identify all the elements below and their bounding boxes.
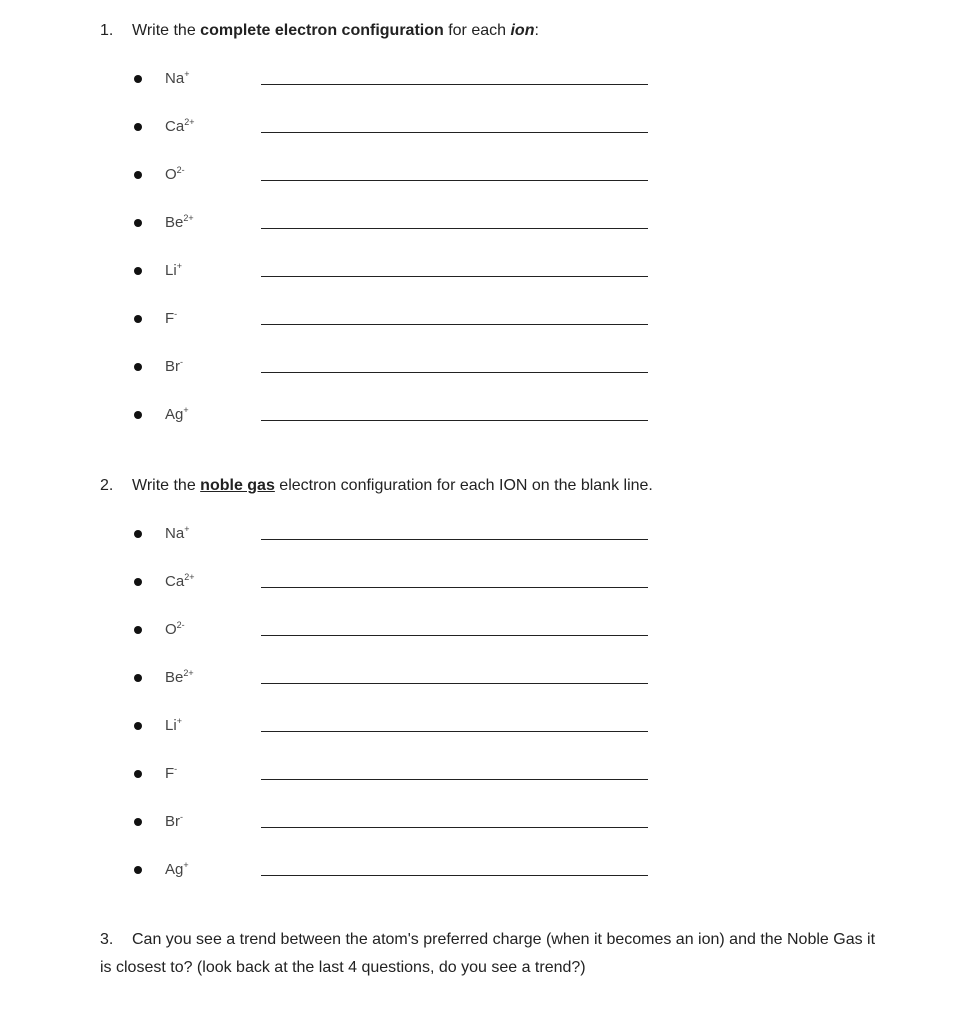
ion-charge: + [176, 716, 182, 726]
ion-label [165, 810, 183, 834]
ion-label [165, 858, 189, 882]
ion-row [0, 570, 976, 594]
bullet-icon [134, 411, 142, 419]
ion-symbol: Li [165, 262, 177, 279]
ion-charge: 2- [176, 165, 185, 175]
answer-blank-line[interactable] [261, 827, 648, 828]
ion-symbol: O [165, 621, 177, 638]
ion-label [165, 355, 183, 379]
answer-blank-line[interactable] [261, 84, 648, 85]
ion-label [165, 762, 177, 786]
ion-label [165, 618, 185, 642]
question-1-bold-phrase: complete electron configuration [200, 22, 444, 39]
ion-label [165, 67, 189, 91]
question-3 [100, 926, 890, 982]
question-2-number: 2. [100, 477, 114, 494]
ion-label [165, 403, 189, 427]
ion-symbol: Ca [165, 118, 185, 135]
answer-blank-line[interactable] [261, 228, 648, 229]
answer-blank-line[interactable] [261, 324, 648, 325]
bullet-icon [134, 315, 142, 323]
ion-symbol: Br [165, 358, 180, 375]
ion-label [165, 666, 194, 690]
bullet-icon [134, 722, 142, 730]
ion-symbol: F [165, 765, 175, 782]
answer-blank-line[interactable] [261, 587, 648, 588]
ion-charge: 2+ [183, 213, 194, 223]
ion-label [165, 522, 189, 546]
ion-label [165, 570, 194, 594]
ion-row [0, 762, 976, 786]
ion-label [165, 714, 182, 738]
question-1 [100, 17, 539, 45]
ion-row [0, 259, 976, 283]
ion-symbol: Li [165, 717, 177, 734]
answer-blank-line[interactable] [261, 779, 648, 780]
bullet-icon [134, 674, 142, 682]
bullet-icon [134, 363, 142, 371]
answer-blank-line[interactable] [261, 132, 648, 133]
ion-row [0, 858, 976, 882]
answer-blank-line[interactable] [261, 372, 648, 373]
ion-symbol: Be [165, 669, 184, 686]
ion-symbol: Ca [165, 573, 185, 590]
ion-symbol: Be [165, 214, 184, 231]
answer-blank-line[interactable] [261, 180, 648, 181]
ion-charge: - [174, 309, 178, 319]
question-2 [100, 472, 653, 500]
ion-row [0, 355, 976, 379]
answer-blank-line[interactable] [261, 635, 648, 636]
ion-charge: - [174, 764, 178, 774]
bullet-icon [134, 123, 142, 131]
ion-label [165, 115, 194, 139]
question-2-text-post: electron configuration for each ION on the blank line. [274, 477, 653, 494]
question-1-text-mid: for each [443, 22, 511, 39]
question-2-underlined-phrase: noble gas [200, 477, 275, 494]
ion-charge: 2+ [184, 572, 195, 582]
ion-charge: + [184, 69, 190, 79]
bullet-icon [134, 626, 142, 634]
ion-symbol: Ag [165, 406, 184, 423]
ion-symbol: Br [165, 813, 180, 830]
question-2-text-pre: Write the [132, 477, 201, 494]
ion-charge: - [180, 812, 183, 822]
bullet-icon [134, 530, 142, 538]
bullet-icon [134, 171, 142, 179]
question-1-text-pre: Write the [132, 22, 201, 39]
ion-symbol: O [165, 166, 177, 183]
bullet-icon [134, 267, 142, 275]
answer-blank-line[interactable] [261, 276, 648, 277]
ion-label [165, 211, 194, 235]
ion-row [0, 618, 976, 642]
bullet-icon [134, 770, 142, 778]
answer-blank-line[interactable] [261, 539, 648, 540]
ion-symbol: Na [165, 70, 185, 87]
ion-symbol: Na [165, 525, 185, 542]
ion-charge: + [176, 261, 182, 271]
ion-symbol: Ag [165, 861, 184, 878]
ion-row [0, 67, 976, 91]
ion-symbol: F [165, 310, 175, 327]
ion-label [165, 163, 185, 187]
ion-label [165, 307, 177, 331]
ion-row [0, 163, 976, 187]
ion-charge: + [184, 524, 190, 534]
ion-row [0, 403, 976, 427]
question-1-number: 1. [100, 22, 114, 39]
bullet-icon [134, 219, 142, 227]
ion-charge: 2- [176, 620, 185, 630]
ion-charge: 2+ [184, 117, 195, 127]
ion-row [0, 211, 976, 235]
bullet-icon [134, 818, 142, 826]
ion-row [0, 522, 976, 546]
ion-row [0, 666, 976, 690]
ion-label [165, 259, 182, 283]
answer-blank-line[interactable] [261, 875, 648, 876]
ion-row [0, 714, 976, 738]
question-3-text: Can you see a trend between the atom's preferred charge (when it becomes an ion) and the Noble Gas it is closest to? (look back at the last 4 questions, do you see a trend?) [100, 931, 876, 976]
question-1-italic-word: ion [510, 22, 535, 39]
ion-row [0, 115, 976, 139]
ion-row [0, 307, 976, 331]
question-3-number: 3. [100, 931, 114, 948]
answer-blank-line[interactable] [261, 420, 648, 421]
answer-blank-line[interactable] [261, 683, 648, 684]
ion-charge: + [183, 405, 189, 415]
ion-charge: 2+ [183, 668, 194, 678]
bullet-icon [134, 866, 142, 874]
ion-charge: - [180, 357, 183, 367]
ion-row [0, 810, 976, 834]
bullet-icon [134, 578, 142, 586]
answer-blank-line[interactable] [261, 731, 648, 732]
bullet-icon [134, 75, 142, 83]
question-1-text-post: : [534, 22, 539, 39]
ion-charge: + [183, 860, 189, 870]
